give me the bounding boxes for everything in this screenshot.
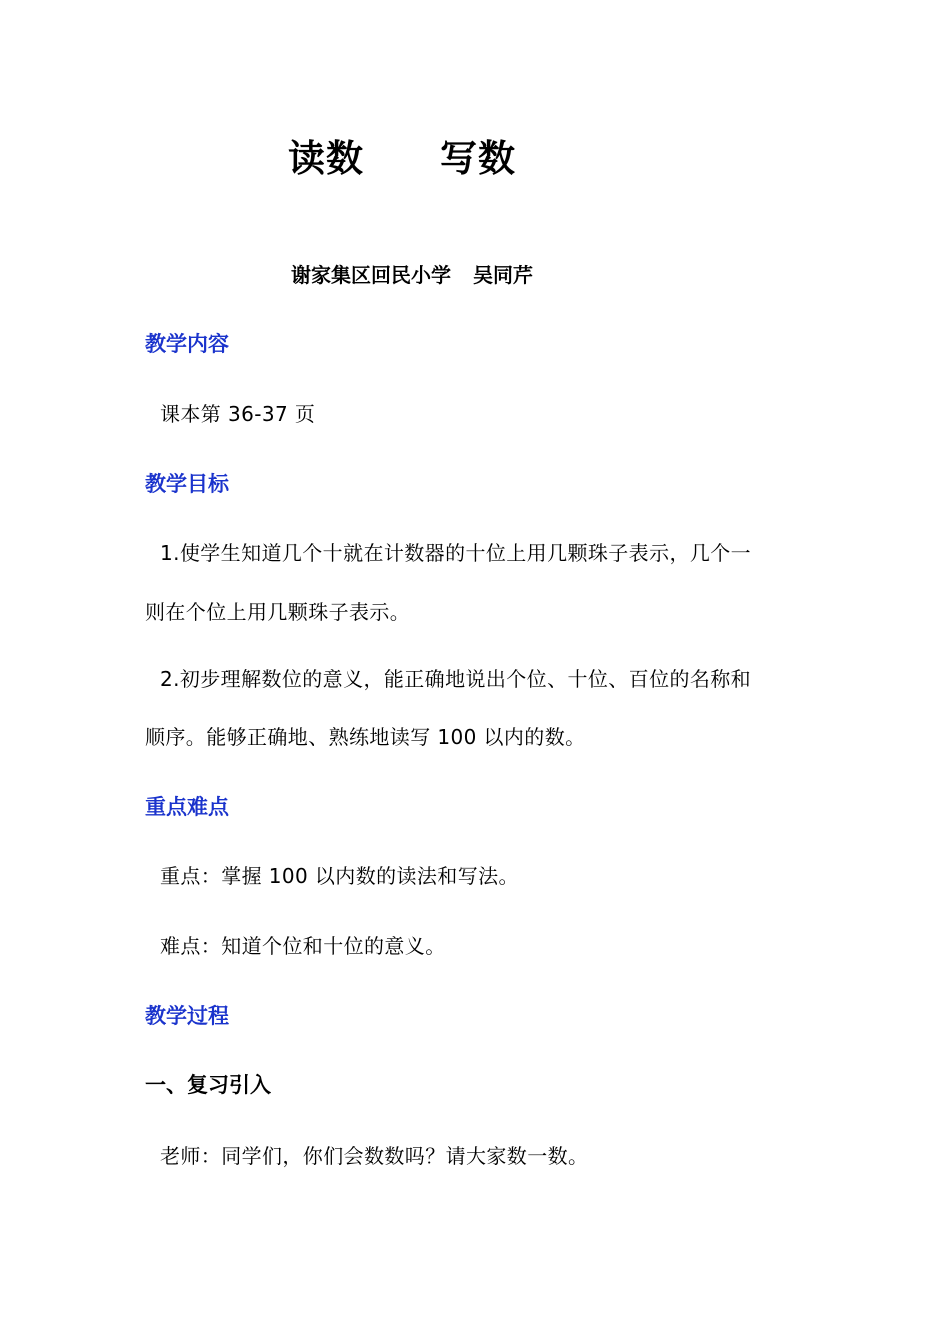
title-part-write: 写数 <box>440 137 516 180</box>
title-part-read: 读数 <box>288 137 364 180</box>
heading-key-points: 重点难点 <box>145 795 229 819</box>
goal-2-line-2: 顺序。能够正确地、熟练地读写 100 以内的数。 <box>145 725 586 749</box>
author-school: 谢家集区回民小学 <box>291 263 451 287</box>
key-point-text: 重点：掌握 100 以内数的读法和写法。 <box>160 864 519 888</box>
heading-teaching-content: 教学内容 <box>145 332 229 356</box>
goal-2-line-1: 2.初步理解数位的意义，能正确地说出个位、十位、百位的名称和 <box>160 667 752 691</box>
author-name: 吴同芹 <box>473 263 533 287</box>
author-line <box>291 259 533 288</box>
step-1-heading: 一、复习引入 <box>145 1073 271 1097</box>
heading-teaching-goals: 教学目标 <box>145 472 229 496</box>
step-1-text: 老师：同学们，你们会数数吗？请大家数一数。 <box>160 1144 589 1168</box>
goal-1-line-2: 则在个位上用几颗珠子表示。 <box>145 600 411 624</box>
goal-1-line-1: 1.使学生知道几个十就在计数器的十位上用几颗珠子表示，几个一 <box>160 541 752 565</box>
heading-teaching-process: 教学过程 <box>145 1004 229 1028</box>
content-text: 课本第 36-37 页 <box>160 402 316 426</box>
difficult-point-text: 难点：知道个位和十位的意义。 <box>160 934 446 958</box>
document-title <box>288 128 516 182</box>
